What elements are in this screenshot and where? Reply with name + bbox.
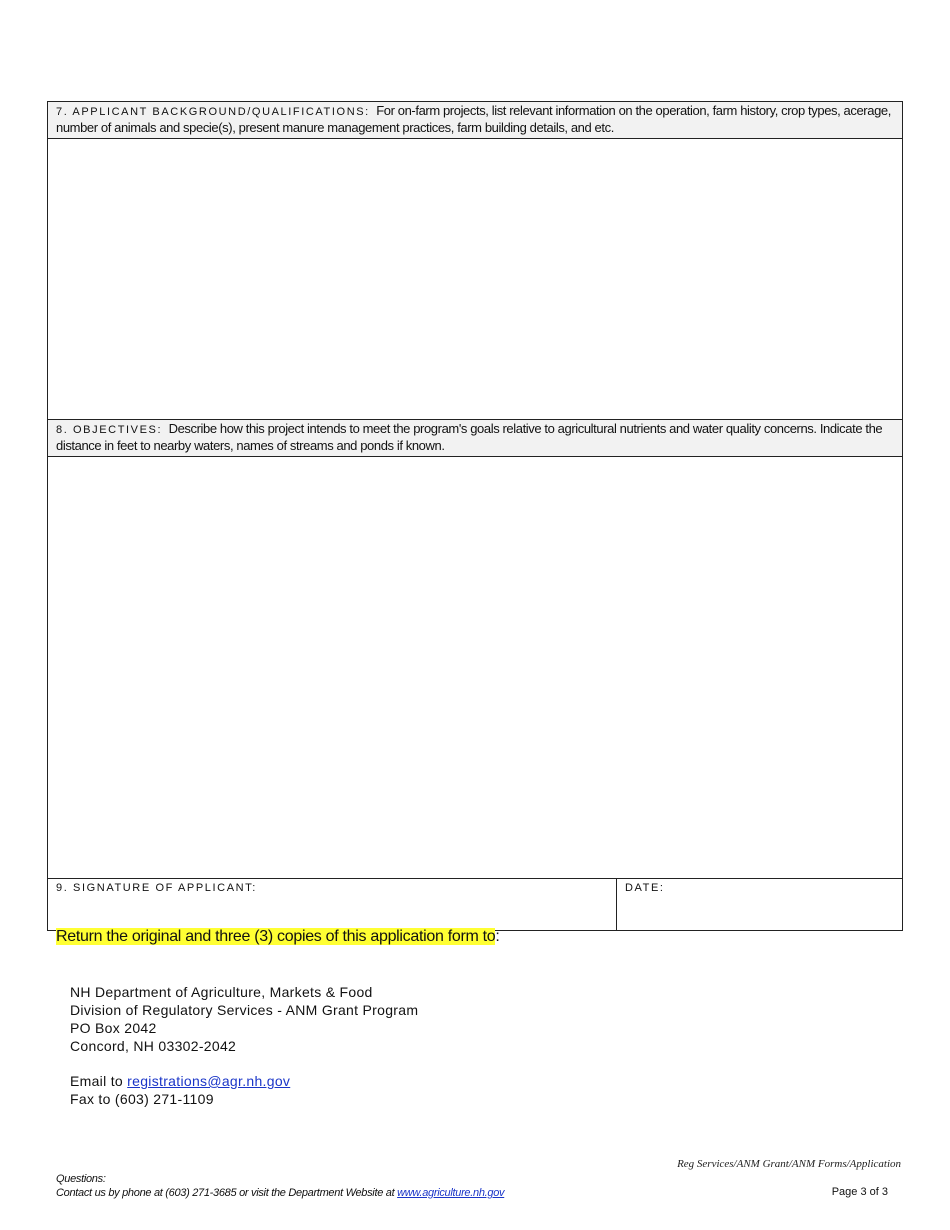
address-line-2: Division of Regulatory Services - ANM Grant Program	[70, 1002, 419, 1018]
signature-label: 9. SIGNATURE OF APPLICANT:	[56, 882, 257, 894]
address-line-3: PO Box 2042	[70, 1020, 157, 1036]
return-instruction-highlight: Return the original and three (3) copies of this application form to	[56, 928, 496, 945]
email-prefix: Email to	[70, 1073, 128, 1089]
section-7-label: 7. APPLICANT BACKGROUND/QUALIFICATIONS:	[56, 106, 370, 118]
signature-field[interactable]	[48, 879, 617, 930]
section-8-label: 8. OBJECTIVES:	[56, 424, 163, 436]
signature-row	[48, 879, 902, 930]
website-link[interactable]: www.agriculture.nh.gov	[397, 1187, 505, 1199]
section-8-response-area[interactable]	[48, 457, 902, 879]
contact-line	[56, 1186, 504, 1200]
section-8-instructions: Describe how this project intends to meet the program's goals relative to agricultural nutrients and water quality concerns. Indicate the distance in feet to nearby waters, names of streams and ponds if known.	[56, 421, 883, 453]
questions-label: Questions:	[56, 1173, 106, 1185]
return-instruction-colon: :	[495, 928, 500, 945]
section-7-response-area[interactable]	[48, 139, 902, 420]
page-number: Page 3 of 3	[831, 1186, 888, 1198]
questions-footer	[56, 1172, 504, 1200]
email-link[interactable]: registrations@agr.nh.gov	[127, 1073, 291, 1089]
mailing-address	[70, 983, 418, 1108]
email-line	[70, 1072, 418, 1090]
date-label: DATE:	[625, 882, 665, 894]
date-field[interactable]	[617, 879, 902, 930]
section-7-instructions: For on-farm projects, list relevant information on the operation, farm history, crop types, acerage, number of animals and specie(s), present manure management practices, farm building details, and etc.	[56, 103, 891, 135]
fax-line: Fax to (603) 271-1109	[70, 1091, 214, 1107]
application-form-table	[47, 101, 903, 931]
document-reference: Reg Services/ANM Grant/ANM Forms/Application	[677, 1158, 901, 1170]
return-instruction	[56, 926, 500, 948]
contact-text: Contact us by phone at (603) 271-3685 or visit the Department Website at	[56, 1187, 398, 1199]
address-line-4: Concord, NH 03302-2042	[70, 1038, 237, 1054]
address-line-1: NH Department of Agriculture, Markets & Food	[70, 984, 373, 1000]
section-8-header	[48, 420, 902, 457]
section-7-header	[48, 102, 902, 139]
